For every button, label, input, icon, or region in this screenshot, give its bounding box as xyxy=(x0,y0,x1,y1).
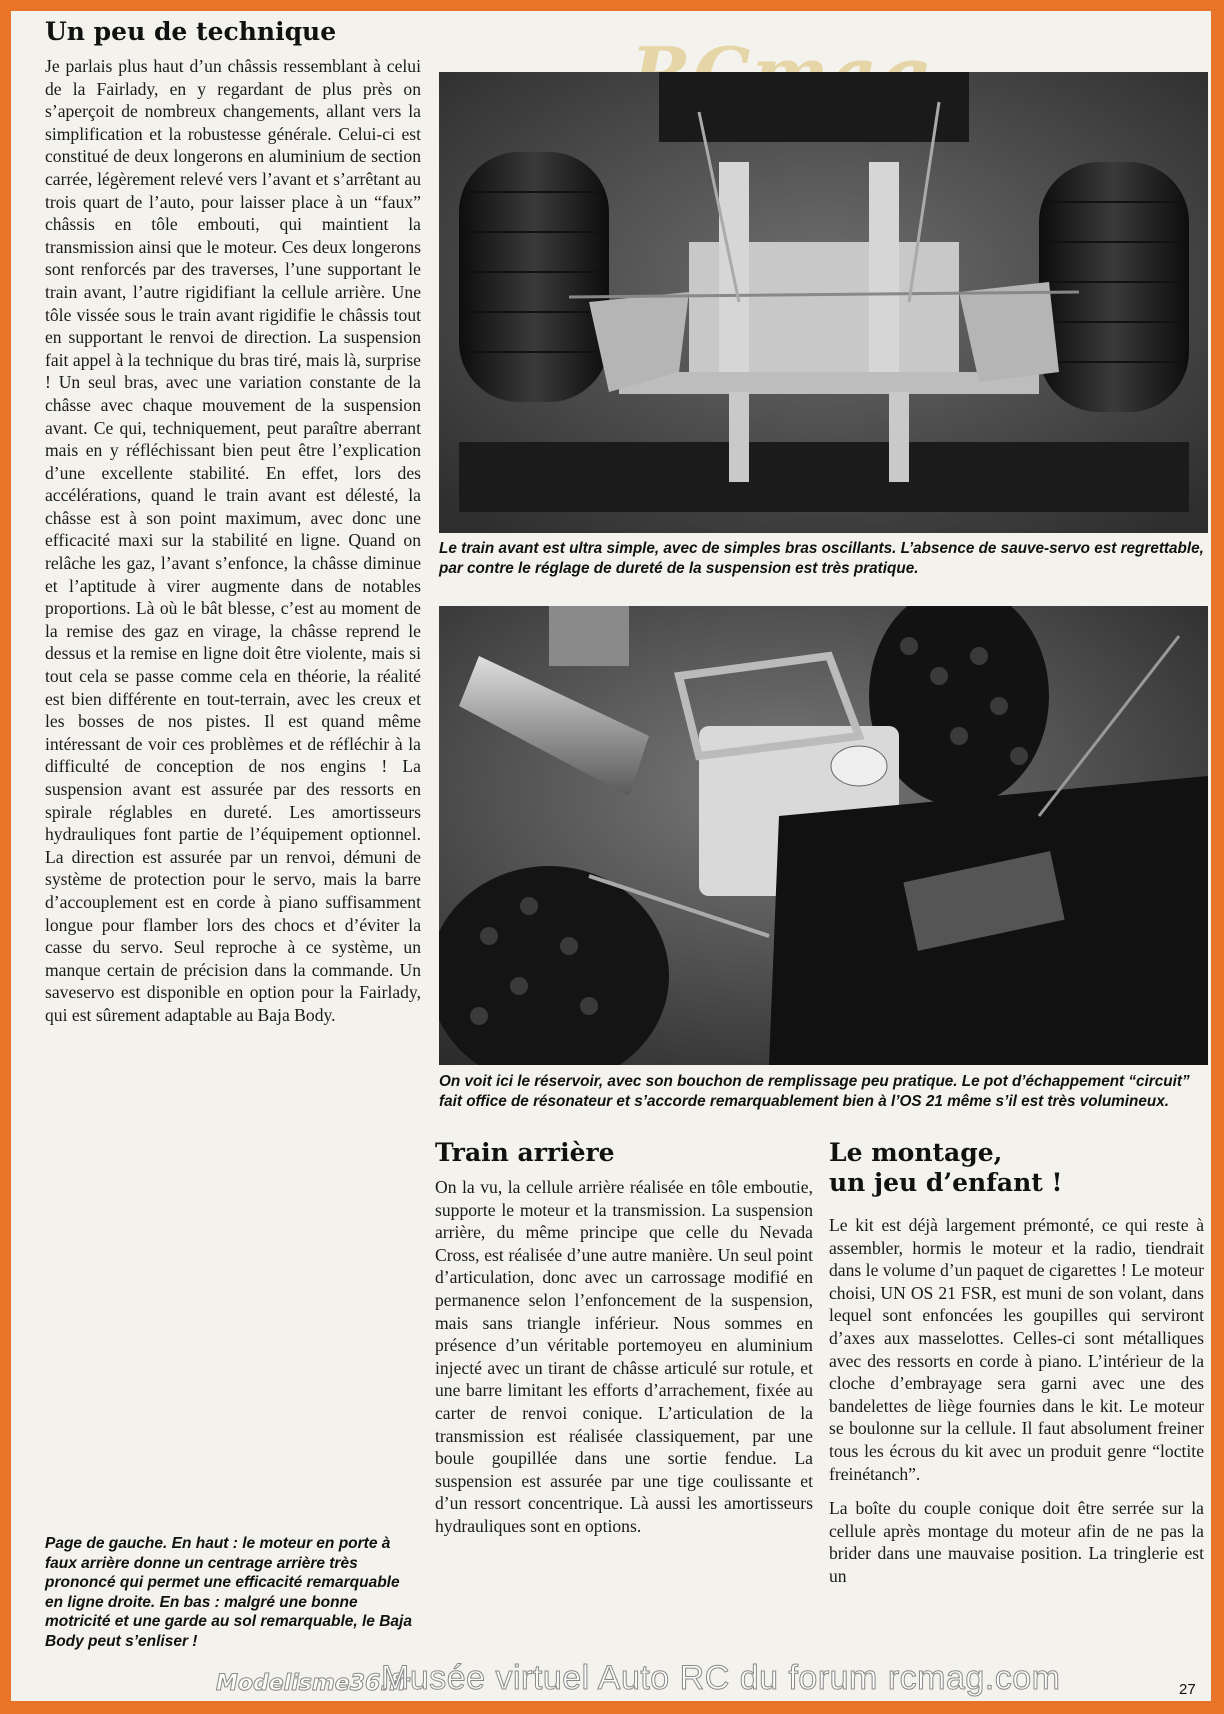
heading-line-2: un jeu d’enfant ! xyxy=(829,1168,1063,1197)
section-heading-montage xyxy=(829,1138,1204,1198)
page-number: 27 xyxy=(1179,1681,1196,1698)
fuel-tank-photo xyxy=(439,606,1208,1065)
right-column-body-2: La boîte du couple conique doit être serrée sur la cellule après montage du moteur afin de ne pas la brider dans une mauvaise position. La tringlerie est un xyxy=(829,1498,1204,1586)
section-heading-train-arriere: Train arrière xyxy=(435,1138,615,1167)
section-heading-technique: Un peu de technique xyxy=(45,17,337,46)
middle-column xyxy=(435,1138,813,1538)
middle-column-body: On la vu, la cellule arrière réalisée en tôle emboutie, supporte le moteur et la transmission. La suspension arrière, du même principe que celle du Nevada Cross, est réalisée d’une autre manière. Un seul point d’articulation, donc avec un carrossage modifié en permanence selon l’enfoncement de la suspension, mais sans triangle inférieur. Nous sommes en présence d’un véritable portemoyeu en aluminium injecté avec un tirant de châsse articulé sur rotule, et une barre limitant les efforts d’arrachement, fixée au carter de renvoi conique. L’articulation de la transmission est réalisée classiquement, par une boule goupillée dans une sortie fendue. La suspension est assurée par une tige coulissante et d’un ressort concentrique. Là aussi les amortisseurs hydrauliques sont en options. xyxy=(435,1177,813,1536)
right-column-body-1: Le kit est déjà largement prémonté, ce qui reste à assembler, hormis le moteur et la radio, tiendrait dans le volume d’un paquet de cigarettes ! Le moteur choisi, UN OS 21 FSR, est muni de son volant, dans lequel sont enfoncées les goupilles qui serviront d’axes aux masselottes. Celles-ci sont métalliques avec des ressorts en corde à piano. L’intérieur de la cloche d’embrayage sera garni avec une des bandelettes de liège fournies dans le kit. Le moteur se boulonne sur la cellule. Il faut absolument freiner tous les écrous du kit avec un produit genre “loctite freinétanch”. xyxy=(829,1215,1204,1484)
left-page-caption: Page de gauche. En haut : le moteur en porte à faux arrière donne un centrage arrière très prononcé qui permet une efficacité remarquable en ligne droite. En bas : malgré une bonne motricité et une garde au sol remarquable, le Baja Body peut s’enliser ! xyxy=(45,1535,412,1650)
front-suspension-caption: Le train avant est ultra simple, avec de simples bras oscillants. L’absence de sauve-servo est regrettable, par contre le réglage de dureté de la suspension est très pratique. xyxy=(439,540,1204,577)
right-column xyxy=(829,1138,1204,1588)
fuel-tank-caption: On voit ici le réservoir, avec son bouchon de remplissage peu pratique. Le pot d’échappement “circuit” fait office de résonateur et s’accorde remarquablement bien à l’OS 21 même s’il est très volumineux. xyxy=(439,1073,1190,1110)
front-suspension-photo xyxy=(439,72,1208,533)
museum-watermark: Musée virtuel Auto RC du forum rcmag.com xyxy=(381,1659,1061,1697)
heading-line-1: Le montage, xyxy=(829,1138,1003,1167)
magazine-page xyxy=(11,11,1211,1701)
left-column-body: Je parlais plus haut d’un châssis ressemblant à celui de la Fairlady, en y regardant de plus près on s’aperçoit de nombreux changements, allant vers la simplification et la robustesse générale. Celui-ci est constitué de deux longerons en aluminium de section carrée, légèrement relevé vers l’avant et s’arrêtant au trois quart de l’auto, pour laisser place à un “faux” châssis en tôle embouti, qui maintient la transmission ainsi que le moteur. Ces deux longerons sont renforcés par des traverses, l’une supportant le train avant, l’autre rigidifiant la cellule arrière. Une tôle vissée sous le train avant rigidifie le châssis tout en supportant le renvoi de direction. La suspension fait appel à la technique du bras tiré, mais là, surprise ! Un seul bras, avec une variation constante de la châsse avec chaque mouvement de la suspension avant. Ce qui, techniquement, peut paraître aberrant mais en y réfléchissant bien peut être l’explication d’une excellente stabilité. En effet, lors des accélérations, quand le train avant est délesté, la châsse est à son point maximum, avec donc une efficacité maxi sur la stabilité en ligne. Quand on relâche les gaz, l’avant s’enfonce, la châsse diminue et l’aptitude à virer augmente dans de notables proportions. Là où le bât blesse, c’est au moment de la remise des gaz en virage, la châsse reprend le dessus et la remise en ligne doit être violente, mais si tout cela se passe comme cela en théorie, la réalité est bien différente en tout-terrain, avec les creux et les bosses de nos pistes. Il est quand même intéressant de voir ces problèmes et de réfléchir à la difficulté de conception de nos engins ! La suspension avant est assurée par des ressorts en spirale réglables en dureté. Les amortisseurs hydrauliques font partie de l’équipement optionnel. La direction est assurée par un renvoi, démuni de système de protection pour le servo, mais la barre d’accouplement est en corde à piano suffisamment longue pour flamber lors des chocs et d’éviter la casse du servo. Seul reproche à ce système, un manque certain de précision dans la commande. Un saveservo est disponible en option pour la Fairlady, qui est sûrement adaptable au Baja Body. xyxy=(45,56,421,1025)
modelisme36-watermark: Modelisme36.fr xyxy=(216,1671,410,1696)
left-column xyxy=(45,17,421,1027)
